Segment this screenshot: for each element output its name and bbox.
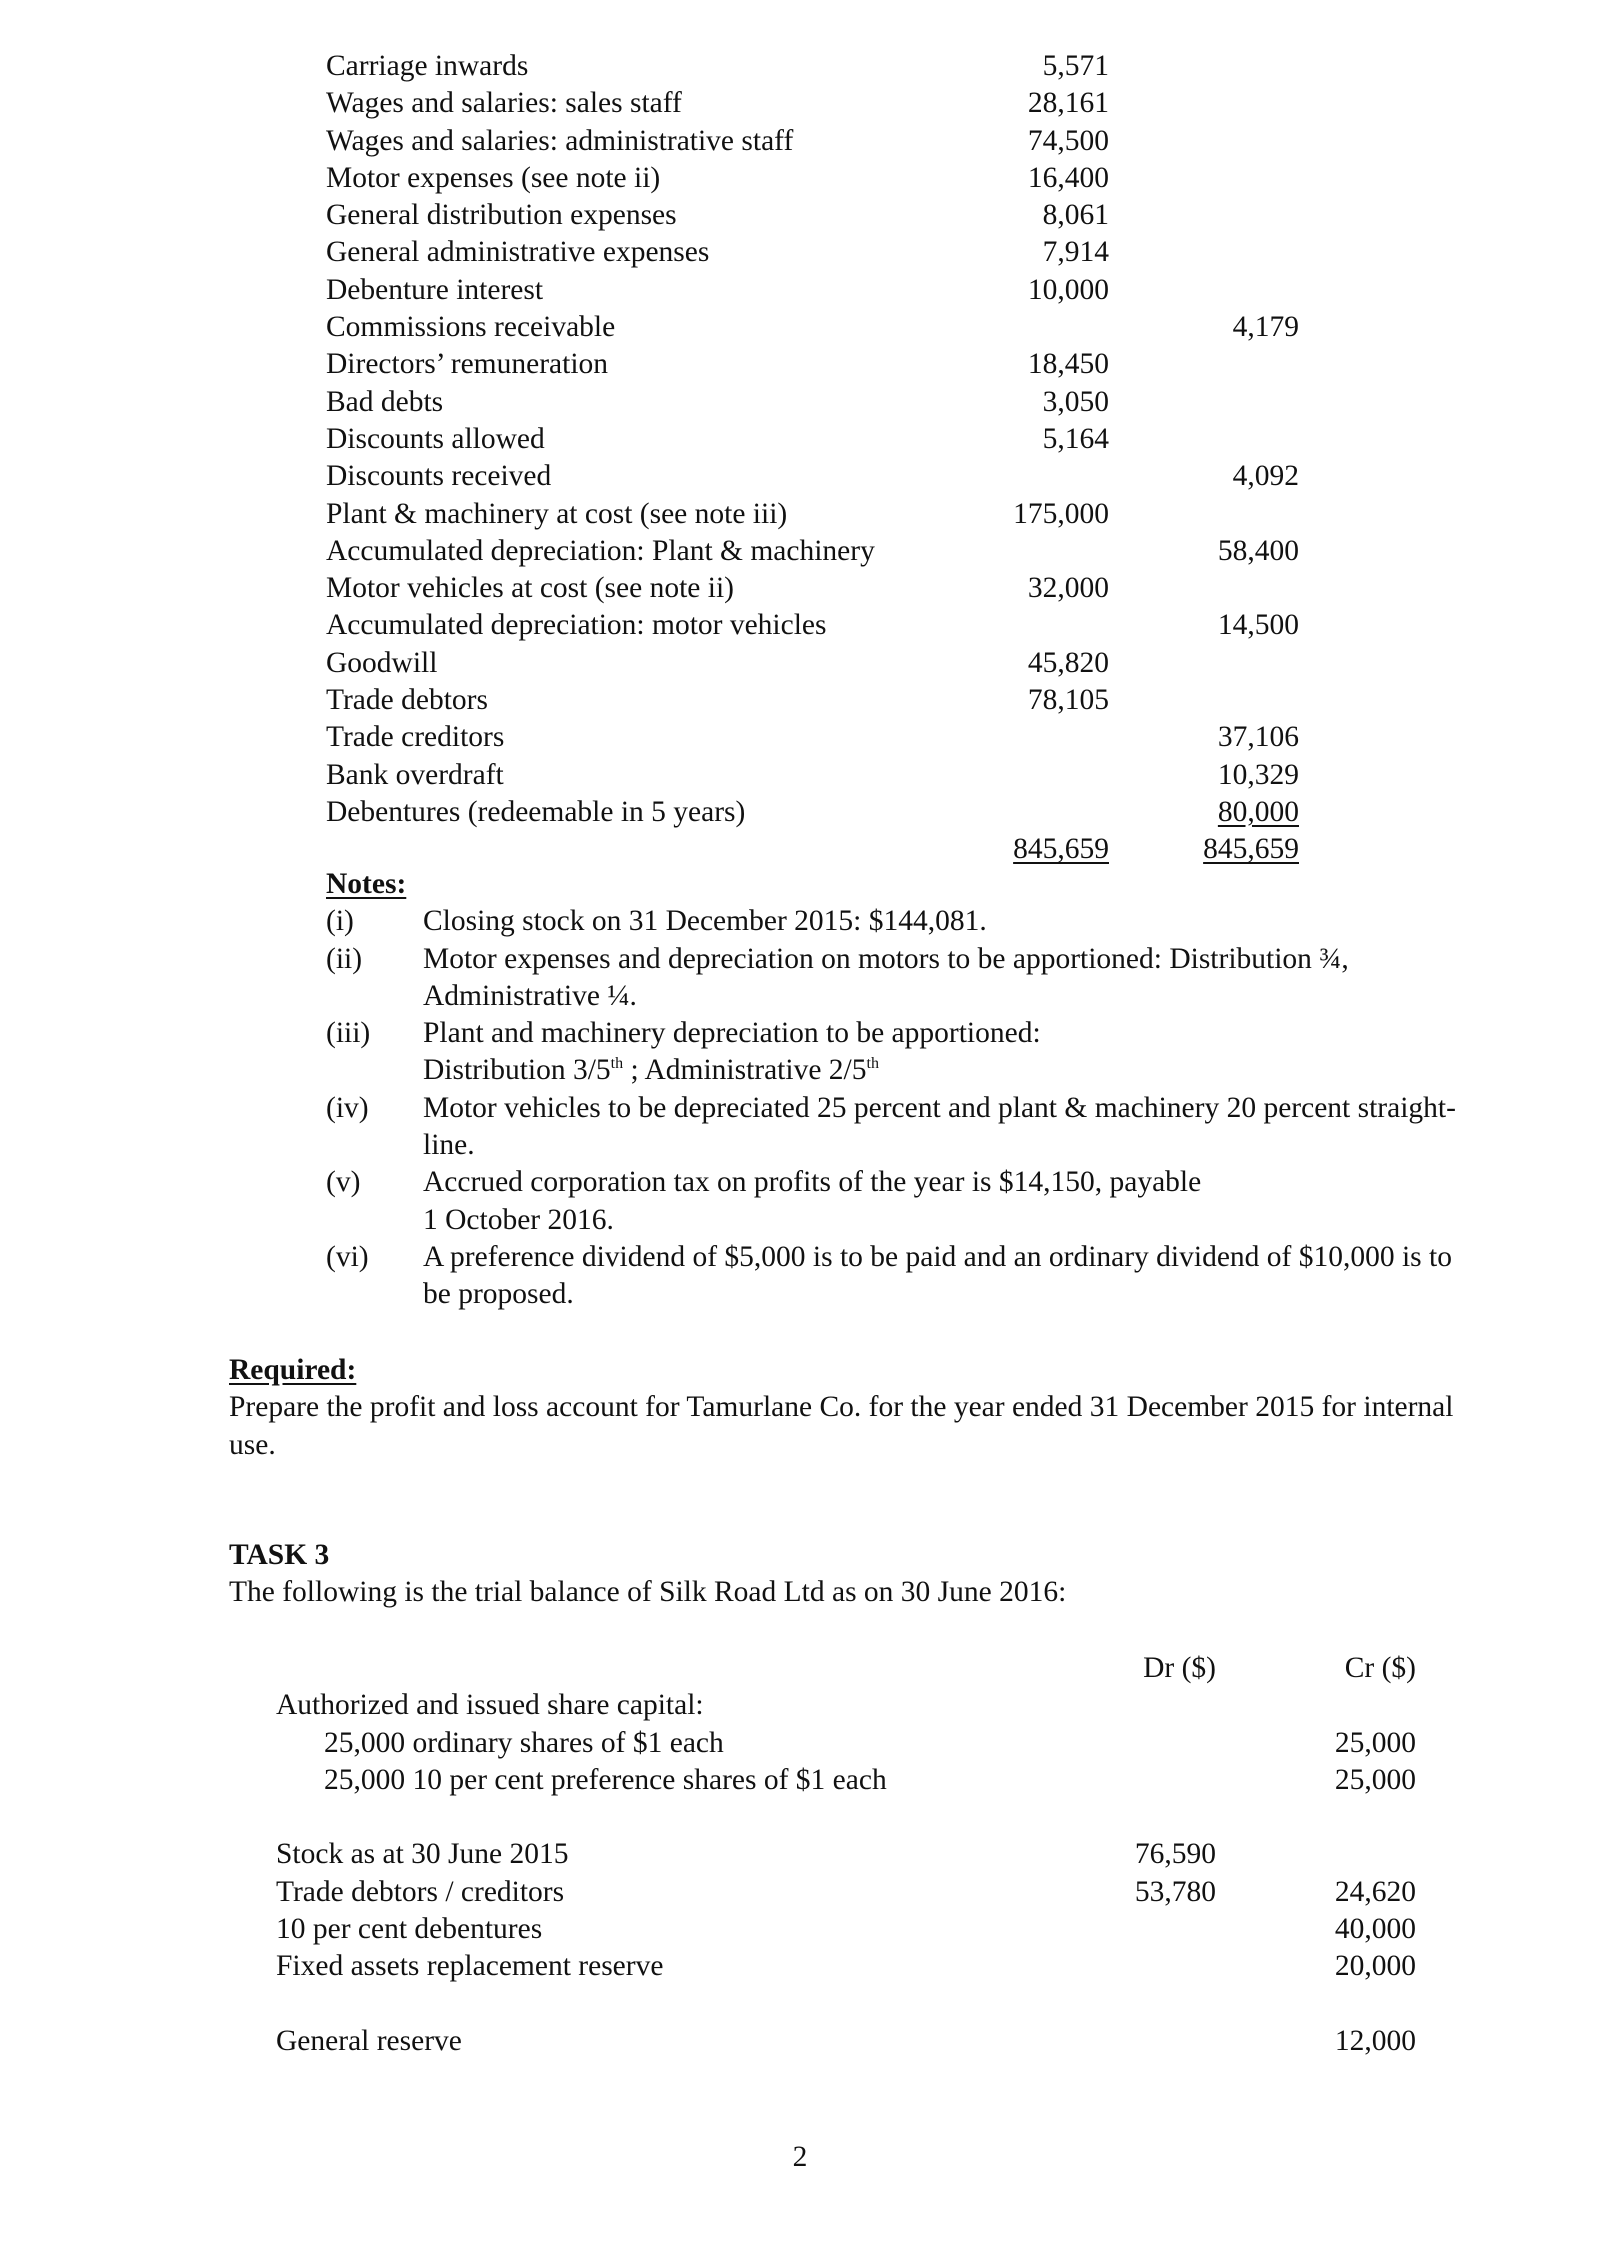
debit-amount: 7,914 (1042, 236, 1109, 269)
account-name: General distribution expenses (326, 199, 677, 232)
account-name: Goodwill (326, 646, 438, 679)
trial-balance-row (276, 1836, 1426, 1873)
trial-balance-row (326, 123, 1306, 160)
note-text-line: Plant and machinery depreciation to be apportioned: (423, 1017, 1041, 1050)
account-name: Authorized and issued share capital: (276, 1689, 704, 1722)
account-name: Debentures (redeemable in 5 years) (326, 795, 746, 828)
column-header-row (276, 1650, 1426, 1687)
note-item (326, 941, 1476, 1016)
note-text: A preference dividend of $5,000 is to be paid and an ordinary dividend of $10,000 is to be proposed. (423, 1240, 1452, 1311)
note-text-line: 1 October 2016. (423, 1203, 614, 1236)
task3-section (229, 1537, 1479, 1612)
trial-balance-row (276, 1911, 1426, 1948)
trial-balance-totals-row (326, 831, 1306, 868)
account-name: Accumulated depreciation: motor vehicles (326, 609, 827, 642)
row-spacer (276, 1986, 1426, 2023)
note-item (326, 1239, 1476, 1314)
credit-amount: 14,500 (1217, 609, 1299, 642)
debit-amount: 76,590 (1134, 1838, 1216, 1871)
account-name: Wages and salaries: administrative staff (326, 124, 794, 157)
credit-amount: 4,092 (1232, 460, 1299, 493)
credit-amount: 58,400 (1217, 534, 1299, 567)
debit-amount: 8,061 (1042, 199, 1109, 232)
trial-balance-row (326, 197, 1306, 234)
task3-intro: The following is the trial balance of Silk Road Ltd as on 30 June 2016: (229, 1576, 1067, 1609)
account-name: Trade creditors (326, 721, 505, 754)
account-name: Carriage inwards (326, 50, 529, 82)
debit-amount: 5,164 (1042, 422, 1109, 455)
note-text-fragment: Distribution 3/5 (423, 1054, 611, 1087)
trial-balance-row (326, 496, 1306, 533)
account-name: Discounts received (326, 460, 552, 493)
note-text: Closing stock on 31 December 2015: $144,081. (423, 905, 987, 938)
account-name: 10 per cent debentures (276, 1913, 543, 1946)
account-name: Directors’ remuneration (326, 348, 609, 381)
trial-balance-table (326, 48, 1306, 869)
note-item (326, 1090, 1476, 1165)
trial-balance-row (326, 309, 1306, 346)
note-text-line: Accrued corporation tax on profits of the year is $14,150, payable (423, 1166, 1202, 1199)
note-item (326, 903, 1476, 940)
credit-amount: 4,179 (1232, 311, 1299, 344)
note-text: Motor vehicles to be depreciated 25 percent and plant & machinery 20 percent straight-line. (423, 1091, 1456, 1162)
debit-amount: 5,571 (1042, 50, 1109, 82)
note-number: (vi) (326, 1240, 369, 1273)
debit-amount: 74,500 (1027, 124, 1109, 157)
account-name: Wages and salaries: sales staff (326, 87, 682, 120)
debit-amount: 32,000 (1027, 572, 1109, 605)
trial-balance-row (326, 645, 1306, 682)
account-name: Trade debtors / creditors (276, 1875, 565, 1908)
trial-balance-row (276, 2023, 1426, 2060)
account-name: Discounts allowed (326, 422, 545, 455)
note-item (326, 1015, 1476, 1090)
account-name: Fixed assets replacement reserve (276, 1950, 664, 1983)
account-name: Plant & machinery at cost (see note iii) (326, 497, 788, 530)
trial-balance-row (326, 272, 1306, 309)
debit-amount: 45,820 (1027, 646, 1109, 679)
account-name: 25,000 10 per cent preference shares of $1 each (324, 1763, 887, 1796)
credit-amount: 20,000 (1334, 1950, 1416, 1983)
ordinal-suffix: th (866, 1055, 879, 1073)
note-number: (ii) (326, 942, 363, 975)
credit-amount: 10,329 (1217, 758, 1299, 791)
trial-balance-row (326, 234, 1306, 271)
ordinal-suffix: th (610, 1055, 624, 1073)
note-text: Motor expenses and depreciation on motors to be apportioned: Distribution ¾, Administrative ¼. (423, 942, 1349, 1012)
credit-column-header: Cr ($) (1344, 1652, 1416, 1684)
debit-amount: 78,105 (1027, 684, 1109, 717)
account-name: Bank overdraft (326, 758, 504, 791)
credit-amount: 40,000 (1334, 1913, 1416, 1946)
credit-amount: 25,000 (1334, 1763, 1416, 1796)
trial-balance-row (276, 1725, 1426, 1762)
note-text-line (423, 1052, 1476, 1089)
account-name: Debenture interest (326, 273, 544, 306)
trial-balance-row (326, 533, 1306, 570)
account-name: Commissions receivable (326, 311, 616, 344)
note-number: (v) (326, 1166, 361, 1199)
account-name: Motor expenses (see note ii) (326, 161, 661, 194)
trial-balance-row (326, 794, 1306, 831)
notes-section (326, 866, 1476, 1314)
trial-balance-row (326, 757, 1306, 794)
trial-balance-row (326, 570, 1306, 607)
silk-road-trial-balance (276, 1650, 1426, 2060)
account-name: Bad debts (326, 385, 444, 418)
debit-column-header: Dr ($) (1143, 1652, 1216, 1684)
credit-amount: 37,106 (1217, 721, 1299, 754)
debit-total: 845,659 (1013, 833, 1109, 866)
row-spacer (276, 1799, 1426, 1836)
trial-balance-row (326, 48, 1306, 85)
note-number: (iii) (326, 1017, 371, 1050)
trial-balance-row (326, 160, 1306, 197)
credit-amount: 80,000 (1217, 795, 1299, 828)
trial-balance-row (326, 458, 1306, 495)
debit-amount: 16,400 (1027, 161, 1109, 194)
account-name: Trade debtors (326, 684, 488, 717)
note-number: (iv) (326, 1091, 369, 1124)
task3-title: TASK 3 (229, 1539, 330, 1571)
account-name: 25,000 ordinary shares of $1 each (324, 1726, 724, 1759)
account-name: General administrative expenses (326, 236, 710, 269)
account-name: Accumulated depreciation: Plant & machinery (326, 534, 875, 567)
trial-balance-row (326, 682, 1306, 719)
debit-amount: 175,000 (1013, 497, 1109, 530)
trial-balance-row (276, 1687, 1426, 1724)
notes-title: Notes: (326, 868, 407, 900)
credit-total: 845,659 (1203, 833, 1299, 866)
debit-amount: 53,780 (1134, 1875, 1216, 1908)
trial-balance-row (276, 1948, 1426, 1985)
required-text: Prepare the profit and loss account for Tamurlane Co. for the year ended 31 December 2015 for internal use. (229, 1391, 1454, 1461)
debit-amount: 18,450 (1027, 348, 1109, 381)
debit-amount: 3,050 (1042, 385, 1109, 418)
trial-balance-row (276, 1762, 1426, 1799)
trial-balance-row (276, 1874, 1426, 1911)
note-text-fragment: ; Administrative 2/5 (623, 1054, 867, 1087)
account-name: Stock as at 30 June 2015 (276, 1838, 569, 1871)
account-name: Motor vehicles at cost (see note ii) (326, 572, 734, 605)
trial-balance-row (326, 85, 1306, 122)
account-name: General reserve (276, 2024, 462, 2057)
note-item (326, 1164, 1476, 1239)
credit-amount: 25,000 (1334, 1726, 1416, 1759)
debit-amount: 10,000 (1027, 273, 1109, 306)
required-title: Required: (229, 1354, 357, 1386)
credit-amount: 12,000 (1334, 2024, 1416, 2057)
page-number: 2 (792, 2141, 808, 2173)
trial-balance-row (326, 346, 1306, 383)
debit-amount: 28,161 (1027, 87, 1109, 120)
trial-balance-row (326, 607, 1306, 644)
credit-amount: 24,620 (1334, 1875, 1416, 1908)
note-number: (i) (326, 905, 354, 938)
required-section (229, 1352, 1479, 1464)
trial-balance-row (326, 421, 1306, 458)
trial-balance-row (326, 719, 1306, 756)
trial-balance-row (326, 384, 1306, 421)
